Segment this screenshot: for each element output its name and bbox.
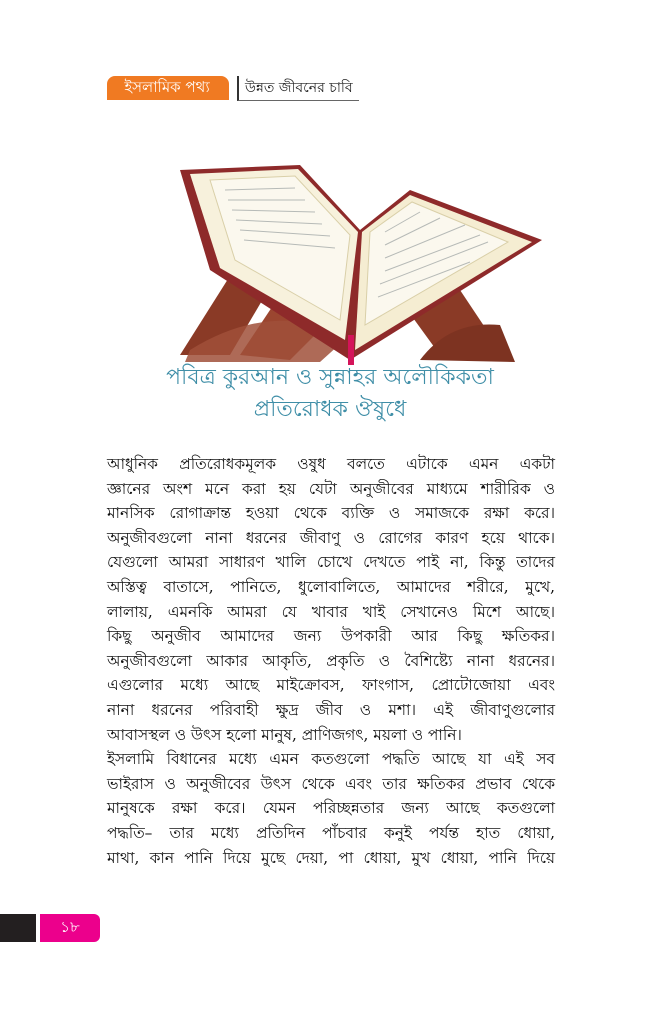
title-line-1: পবিত্র কুরআন ও সুন্নাহর অলৌকিকতা [166, 365, 494, 390]
body-line: পদ্ধতি– তার মধ্যে প্রতিদিন পাঁচবার কনুই পর্যন্ত হাত ধোয়া, [107, 823, 555, 842]
title-line-2: প্রতিরোধক ঔষুধে [253, 397, 407, 422]
body-line: লালায়, এমনকি আমরা যে খাবার খাই সেখানেও মিশে আছে। [107, 602, 555, 621]
body-line: মাথা, কান পানি দিয়ে মুছে দেয়া, পা ধোয়া, মুখ ধোয়া, পানি দিয়ে [107, 848, 555, 867]
body-line: জ্ঞানের অংশ মনে করা হয় যেটা অনুজীবের মাধ্যমে শারীরিক ও [107, 479, 555, 498]
section-badge: ইসলামিক পথ্য [107, 76, 229, 100]
quran-on-stand-icon [170, 150, 550, 365]
page-number: ১৮ [40, 914, 100, 942]
body-line: মানসিক রোগাক্রান্ত হওয়া থেকে ব্যক্তি ও সমাজকে রক্ষা করে। [107, 504, 555, 523]
body-line: ইসলামি বিধানের মধ্যে এমন কতগুলো পদ্ধতি আছে যা এই সব [107, 750, 555, 769]
body-line: নানা ধরনের পরিবাহী ক্ষুদ্র জীব ও মশা। এই জীবাণুগুলোর [107, 700, 555, 719]
running-header [107, 76, 359, 100]
article-body [107, 452, 555, 870]
body-line: যেগুলো আমরা সাধারণ খালি চোখে দেখতে পাই না, কিন্তু তাদের [107, 553, 555, 572]
body-line: আধুনিক প্রতিরোধকমূলক ওষুধ বলতে এটাকে এমন একটা [107, 455, 555, 473]
body-line: মানুষকে রক্ষা করে। যেমন পরিচ্ছন্নতার জন্য আছে কতগুলো [107, 799, 555, 818]
body-line: এগুলোর মধ্যে আছে মাইক্রোবস, ফাংগাস, প্রোটোজোয়া এবং [107, 676, 555, 695]
body-line: অস্তিত্ব বাতাসে, পানিতে, ধুলোবালিতে, আমাদের শরীরে, মুখে, [107, 577, 555, 596]
body-line: অনুজীবগুলো আকার আকৃতি, প্রকৃতি ও বৈশিষ্ট্যে নানা ধরনের। [107, 651, 555, 670]
body-line: অনুজীবগুলো নানা ধরনের জীবাণু ও রোগের কারণ হয়ে থাকে। [107, 528, 555, 547]
body-line: আবাসস্থল ও উৎস হলো মানুষ, প্রাণিজগৎ, ময়লা ও পানি। [107, 725, 462, 744]
book-subtitle: উন্নত জীবনের চাবি [237, 76, 359, 101]
article-title [110, 362, 550, 426]
footer-black-tab [0, 914, 36, 942]
quran-illustration [170, 150, 550, 365]
body-line: কিছু অনুজীব আমাদের জন্য উপকারী আর কিছু ক্ষতিকর। [107, 627, 555, 646]
body-line: ভাইরাস ও অনুজীবের উৎস থেকে এবং তার ক্ষতিকর প্রভাব থেকে [107, 774, 555, 793]
